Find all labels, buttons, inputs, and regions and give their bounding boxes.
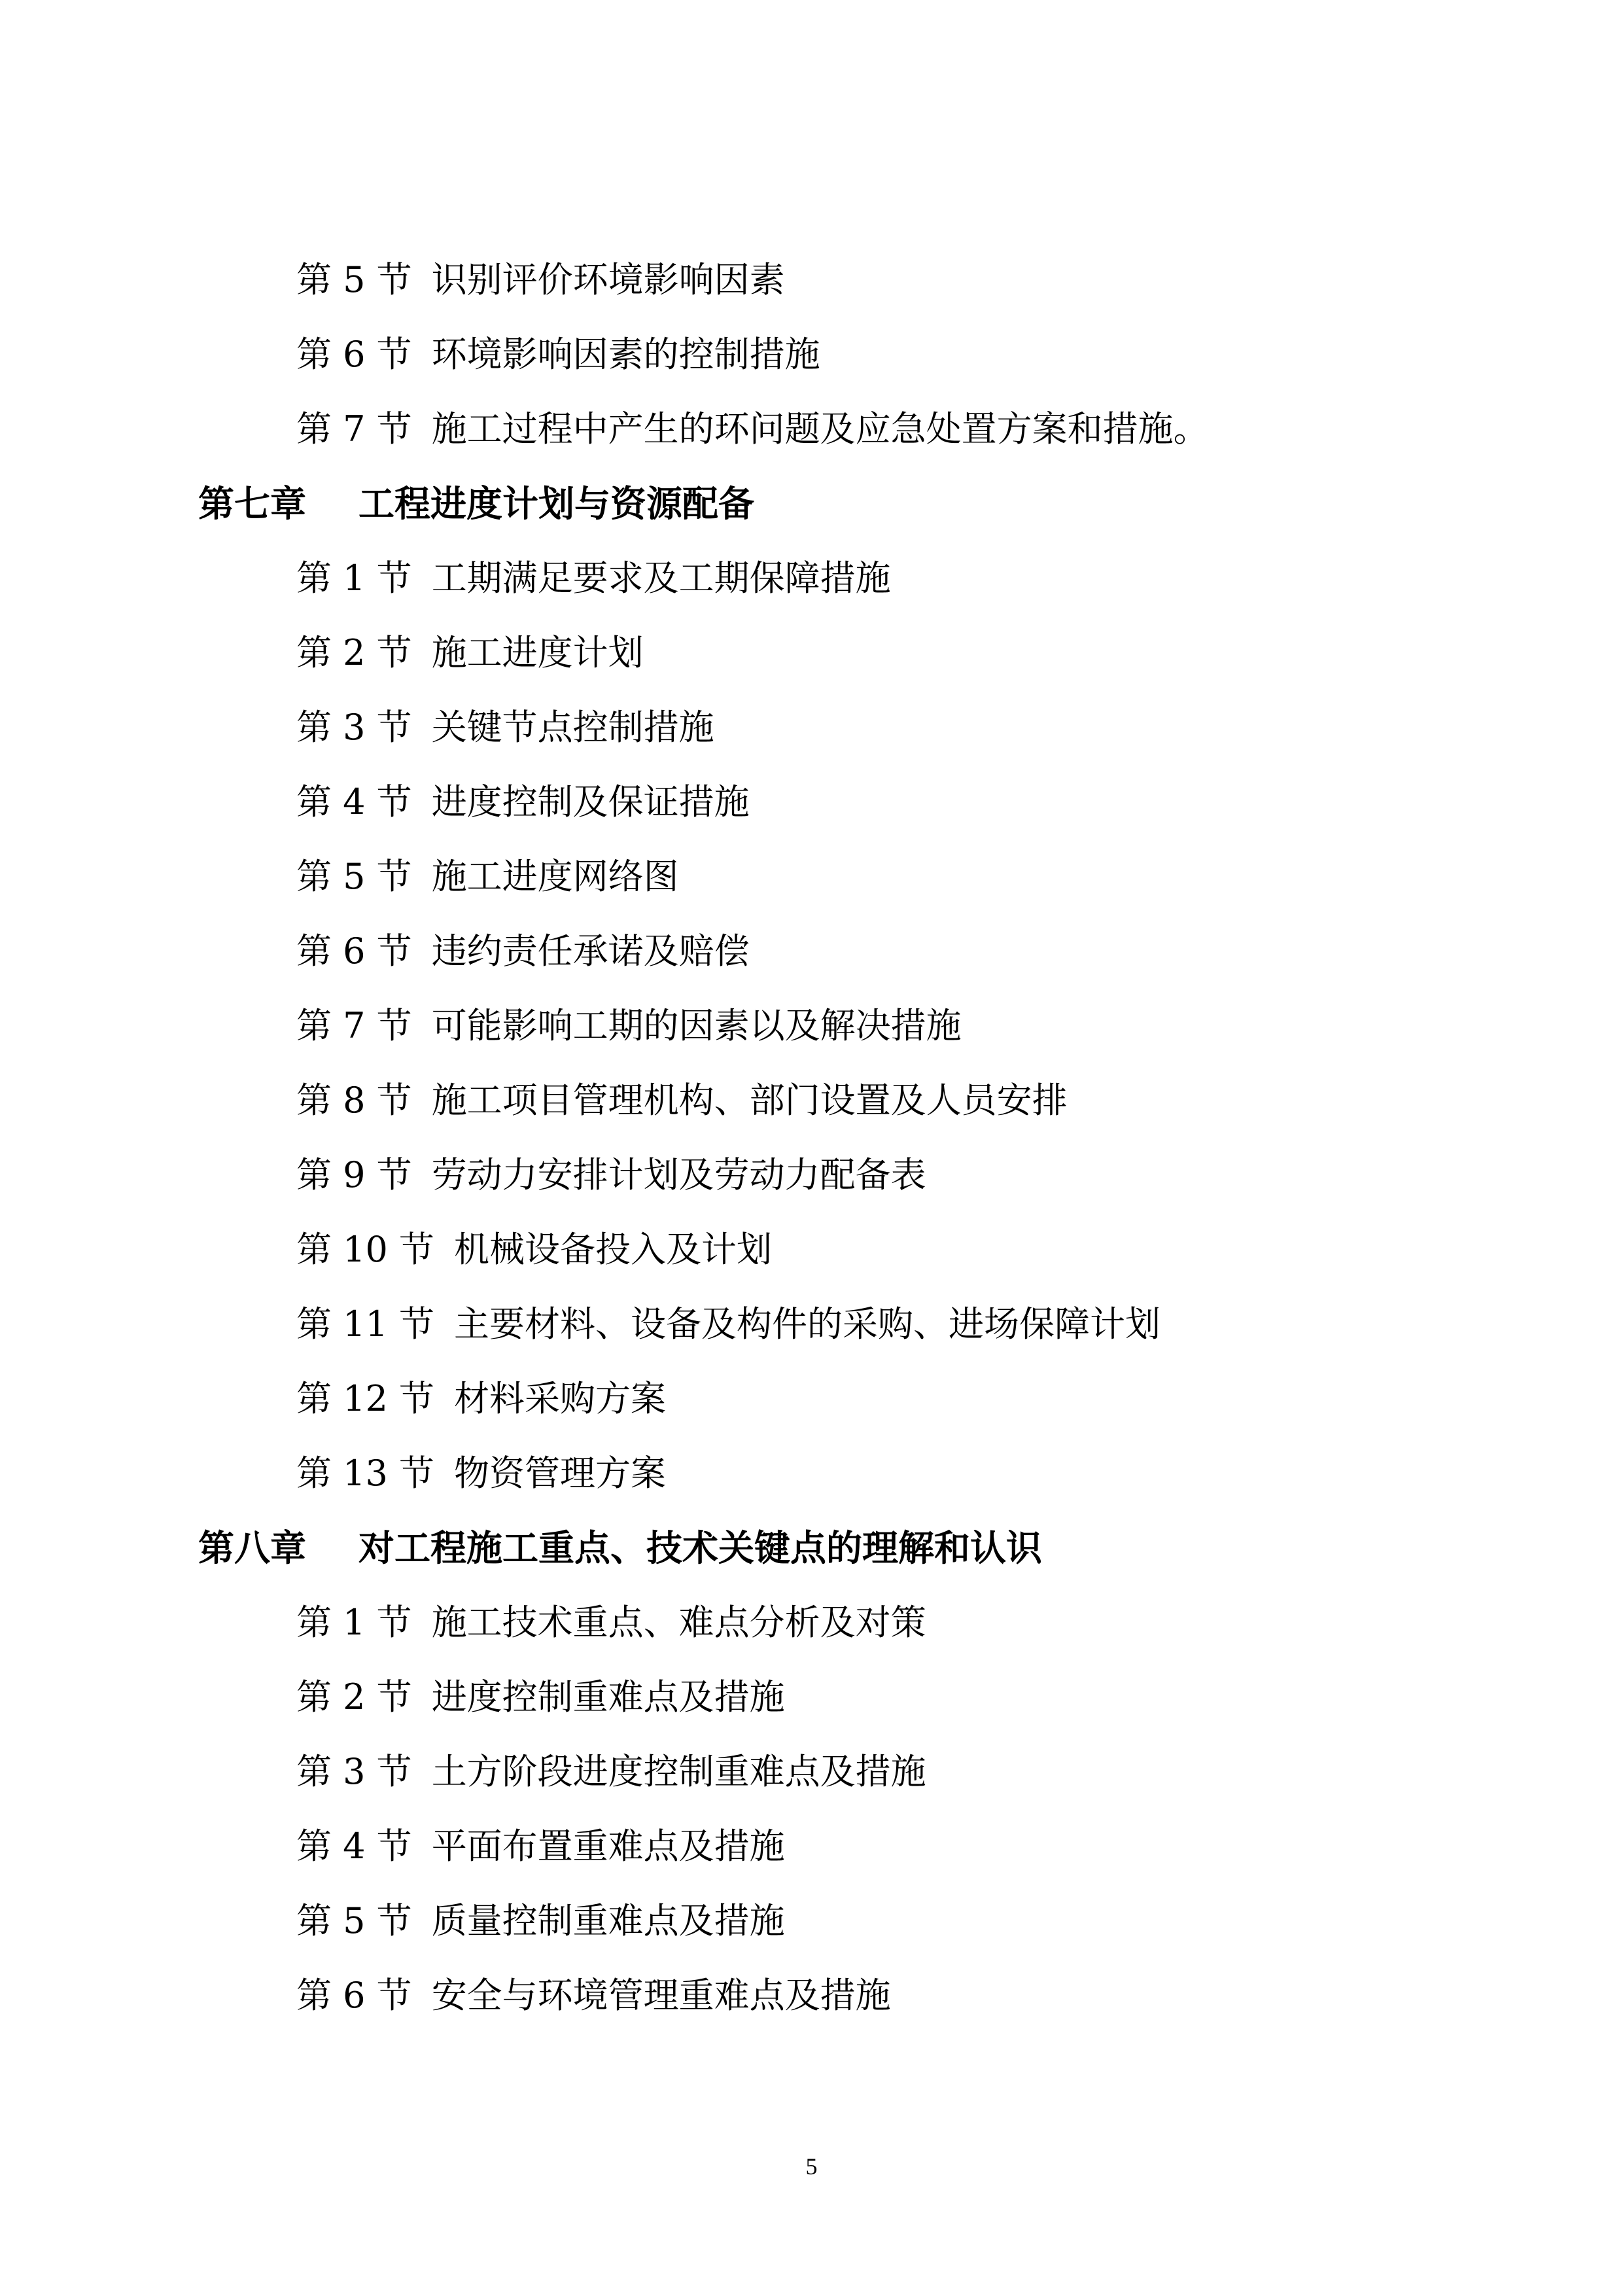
section-title: 安全与环境管理重难点及措施 xyxy=(431,1975,891,2016)
section-title: 物资管理方案 xyxy=(454,1453,667,1494)
section-title: 施工进度计划 xyxy=(431,632,644,673)
toc-section-entry xyxy=(0,1809,1623,1884)
section-number: 第 13 节 xyxy=(296,1453,435,1494)
section-number: 第 5 节 xyxy=(296,259,412,300)
section-number: 第 6 节 xyxy=(296,334,412,375)
section-number: 第 10 节 xyxy=(296,1229,435,1270)
toc-section-entry xyxy=(0,690,1623,765)
chapter-title: 对工程施工重点、技术关键点的理解和认识 xyxy=(358,1527,1043,1569)
section-number: 第 5 节 xyxy=(296,856,412,897)
section-title: 施工进度网络图 xyxy=(431,856,679,897)
table-of-contents xyxy=(0,243,1623,2033)
toc-section-entry xyxy=(0,616,1623,690)
section-title: 劳动力安排计划及劳动力配备表 xyxy=(431,1154,926,1195)
section-title: 机械设备投入及计划 xyxy=(454,1229,773,1270)
section-number: 第 5 节 xyxy=(296,1900,412,1941)
section-number: 第 3 节 xyxy=(296,707,412,748)
section-title: 违约责任承诺及赔偿 xyxy=(431,930,750,972)
section-title: 主要材料、设备及构件的采购、进场保障计划 xyxy=(454,1303,1161,1345)
toc-section-entry xyxy=(0,1735,1623,1809)
section-number: 第 6 节 xyxy=(296,1975,412,2016)
toc-section-entry xyxy=(0,1362,1623,1436)
section-title: 环境影响因素的控制措施 xyxy=(431,334,820,375)
chapter-number: 第八章 xyxy=(198,1527,307,1569)
section-number: 第 1 节 xyxy=(296,1602,412,1643)
section-number: 第 4 节 xyxy=(296,1826,412,1867)
toc-section-entry xyxy=(0,1958,1623,2033)
section-title: 施工过程中产生的环问题及应急处置方案和措施。 xyxy=(431,408,1209,450)
toc-section-entry xyxy=(0,392,1623,467)
chapter-number: 第七章 xyxy=(198,483,307,525)
toc-chapter-entry xyxy=(0,1511,1623,1585)
section-title: 质量控制重难点及措施 xyxy=(431,1900,785,1941)
section-title: 平面布置重难点及措施 xyxy=(431,1826,785,1867)
section-number: 第 1 节 xyxy=(296,557,412,599)
section-number: 第 6 节 xyxy=(296,930,412,972)
section-number: 第 9 节 xyxy=(296,1154,412,1195)
section-number: 第 8 节 xyxy=(296,1080,412,1121)
section-title: 进度控制重难点及措施 xyxy=(431,1676,785,1718)
toc-section-entry xyxy=(0,839,1623,914)
section-number: 第 12 节 xyxy=(296,1378,435,1419)
page-number: 5 xyxy=(805,2153,818,2180)
toc-section-entry xyxy=(0,989,1623,1063)
toc-section-entry xyxy=(0,1212,1623,1287)
toc-section-entry xyxy=(0,914,1623,989)
toc-section-entry xyxy=(0,1138,1623,1212)
toc-section-entry xyxy=(0,1884,1623,1958)
toc-section-entry xyxy=(0,243,1623,317)
toc-section-entry xyxy=(0,1660,1623,1735)
section-title: 识别评价环境影响因素 xyxy=(431,259,785,300)
toc-section-entry xyxy=(0,541,1623,616)
section-title: 施工项目管理机构、部门设置及人员安排 xyxy=(431,1080,1068,1121)
section-title: 施工技术重点、难点分析及对策 xyxy=(431,1602,926,1643)
section-number: 第 2 节 xyxy=(296,632,412,673)
section-title: 工期满足要求及工期保障措施 xyxy=(431,557,891,599)
section-title: 可能影响工期的因素以及解决措施 xyxy=(431,1005,962,1046)
toc-section-entry xyxy=(0,1063,1623,1138)
section-number: 第 4 节 xyxy=(296,781,412,822)
toc-section-entry xyxy=(0,1585,1623,1660)
toc-section-entry xyxy=(0,1436,1623,1511)
chapter-title: 工程进度计划与资源配备 xyxy=(358,483,755,525)
section-title: 材料采购方案 xyxy=(454,1378,667,1419)
toc-section-entry xyxy=(0,765,1623,839)
section-number: 第 11 节 xyxy=(296,1303,435,1345)
toc-section-entry xyxy=(0,1287,1623,1362)
section-number: 第 7 节 xyxy=(296,408,412,450)
section-number: 第 3 节 xyxy=(296,1751,412,1792)
section-number: 第 7 节 xyxy=(296,1005,412,1046)
toc-chapter-entry xyxy=(0,467,1623,541)
section-title: 关键节点控制措施 xyxy=(431,707,714,748)
section-title: 进度控制及保证措施 xyxy=(431,781,750,822)
toc-section-entry xyxy=(0,317,1623,392)
section-title: 土方阶段进度控制重难点及措施 xyxy=(431,1751,926,1792)
section-number: 第 2 节 xyxy=(296,1676,412,1718)
